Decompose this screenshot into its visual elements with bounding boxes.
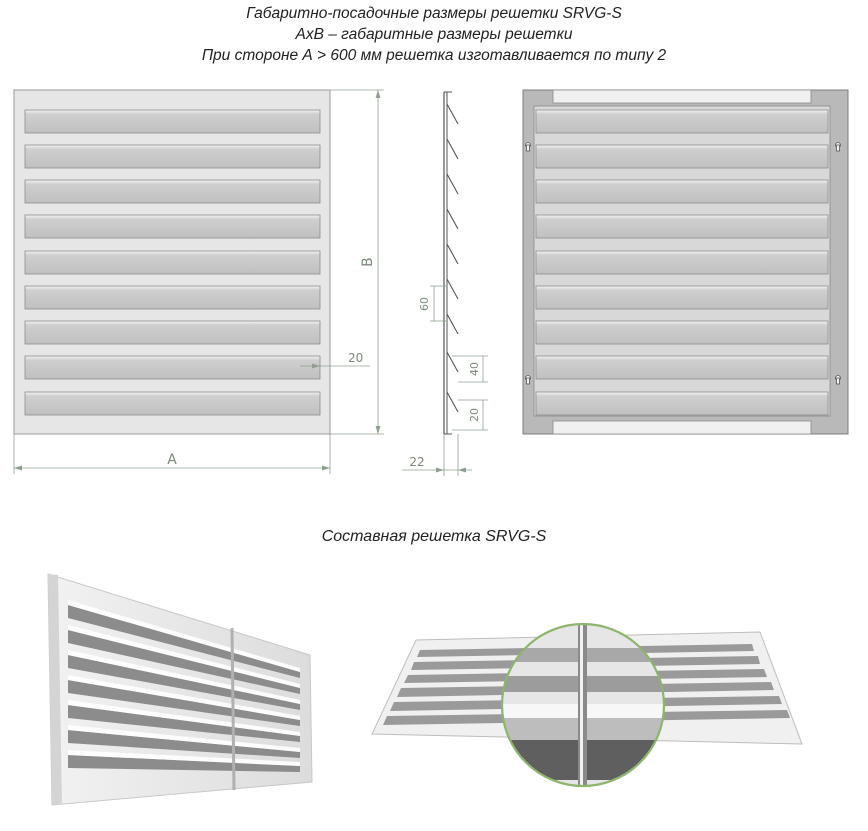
diagram-subtitle: АхВ – габаритные размеры решетки [295, 26, 573, 43]
rear-view [523, 90, 848, 434]
section-view [402, 92, 488, 476]
dim-label-slot: 20 [348, 351, 364, 365]
composite-grille-photo-left [48, 574, 312, 805]
dim-label-depth: 40 [468, 362, 481, 376]
front-view [14, 90, 384, 474]
composite-grille-photo-right [372, 620, 802, 790]
dim-label-pitch: 60 [418, 297, 431, 311]
dim-label-frame-depth: 22 [409, 455, 425, 469]
front-blades [25, 110, 320, 415]
dim-label-b: B [360, 257, 376, 267]
diagram-note: При стороне А > 600 мм решетка изготавливается по типу 2 [201, 47, 667, 64]
dim-label-a: A [167, 452, 177, 468]
rear-blades [536, 110, 828, 415]
dim-label-edge: 20 [468, 408, 481, 422]
section-blades [447, 104, 458, 412]
diagram-title: Габаритно-посадочные размеры решетки SRVG-S [246, 5, 622, 22]
composite-title: Составная решетка SRVG-S [321, 528, 547, 545]
